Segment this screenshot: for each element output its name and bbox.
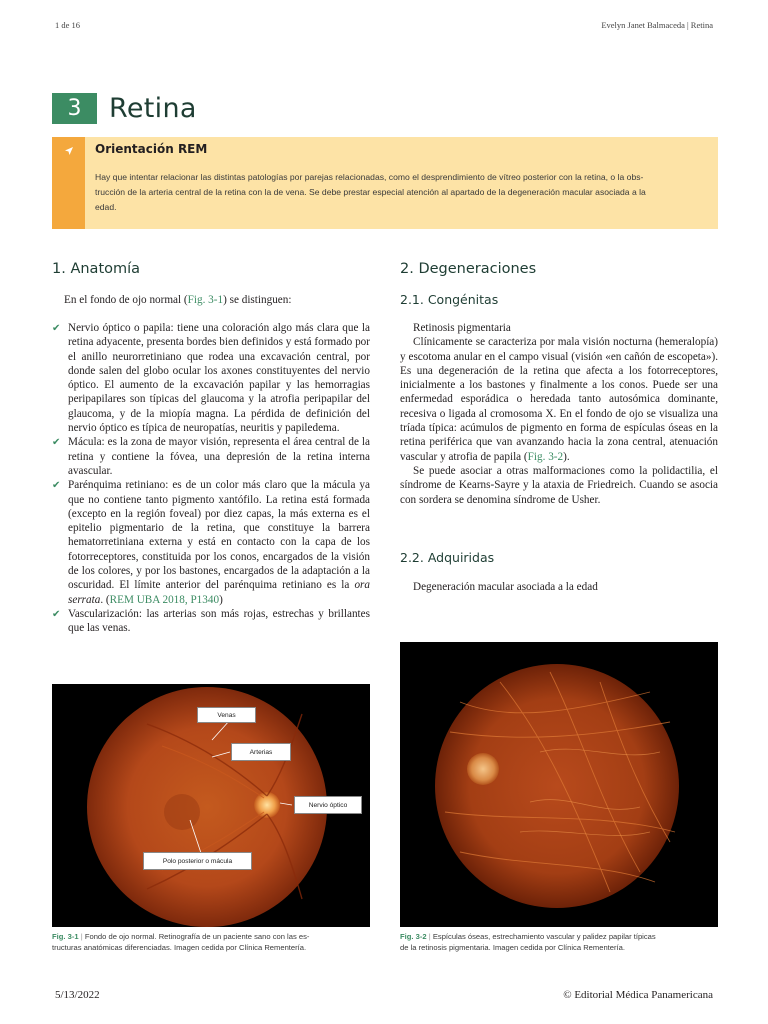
bullet-term: Parénquima retiniano [68,479,166,492]
bullet-text: . ( [100,593,110,606]
caption-text: de la retinosis pigmentaria. Imagen cedida por Clínica Rementería. [400,942,625,952]
fig-3-1-link[interactable]: Fig. 3-1 [187,294,224,306]
caption-text: tructuras anatómicas diferenciadas. Imagen cedida por Clínica Rementería. [52,942,307,952]
fundus-image-normal [52,684,370,927]
bullet-text: : tiene una coloración algo más clara que la retina adyacente, presenta bordes bien definidos y está formado por el anillo neurorretiniano que rodea una excavación central, por donde salen del globo ocular los axones constituyentes del nervio óptico. El aumento de la excavación papilar y las hemorragias peripapilares son típicas del glaucoma y la atrofia peripapilar del glaucoma, y de la miopía magna. La pérdida de definición del nervio óptico es típica de neuropatías, neuritis y papiledema. [68,322,370,435]
retinosis-paragraph-1 [400,335,718,464]
rem-text-line: edad. [95,202,117,212]
list-item [52,321,370,435]
caption-separator: | [80,932,83,941]
bullet-italic: ora serrata [68,579,370,606]
bullet-text: : es de un color más claro que la mácula ya que no contiene tanto pigmento xantófilo. La retina está formada (excepto en la región foveal) por diez capas, la más externa es el epitelio pigmentario de la retina, que constituye la barrera hematorretiniana externa y está en contacto con la capa de los fotorreceptores, constituida por los conos, encargados de la visión de los colores, y por los bastones, encargados de la adaptación a la oscuridad. El límite anterior del parénquima retiniano es la [68,479,370,592]
list-item [52,435,370,478]
chapter-number: 3 [52,93,97,124]
label-polo-posterior: Polo posterior o mácula [143,852,252,870]
rem-text [95,170,708,215]
checkmark-icon: ✔ [52,480,61,492]
subheading-congenitas: 2.1. Congénitas [400,292,499,307]
list-item [52,478,370,607]
fundus-image-retinosis [400,642,718,927]
fig-3-1-caption [52,932,370,953]
fig-3-2-caption [400,932,718,953]
caption-label: Fig. 3-1 [52,932,79,941]
section-heading-anatomia: 1. Anatomía [52,261,141,277]
running-header: Evelyn Janet Balmaceda | Retina [601,20,713,30]
chapter-heading [52,92,197,124]
caption-text: Fondo de ojo normal. Retinografía de un paciente sano con las es- [84,932,310,941]
checkmark-icon: ✔ [52,323,61,334]
bullet-term: Nervio óptico o papila [68,322,171,334]
list-item [52,607,370,636]
paragraph-text: ). [563,450,570,463]
rem-title: Orientación REM [95,142,208,156]
paragraph-text: Clínicamente se caracteriza por mala visión nocturna (hemeralopía) y escotoma anular en el campo visual (visión «en cañón de escopeta»). Es una degeneración de la retina que afecta a los fotorreceptores, inicialmente a los bastones y finalmente a los conos. Puede ser una enfermedad esporádica o heredada tanto autosómica dominante, recesiva o ligada al cromosoma X. En el fondo de ojo se visualiza una tríada típica: acúmulos de pigmento en forma de espículas óseas en la retina periférica que van avanzando hacia la zona central, atenuación vascular y atrofia de papila ( [400,336,718,463]
fundus-photo-retinosis [400,642,718,927]
anatomia-intro [64,293,370,307]
caption-separator: | [428,932,431,941]
reference-link[interactable]: REM UBA 2018, P1340 [109,593,220,606]
caption-text: Espículas óseas, estrechamiento vascular y palidez papilar típicas [432,932,656,941]
subheading-adquiridas: 2.2. Adquiridas [400,550,495,565]
dmae-title: Degeneración macular asociada a la edad [413,581,598,593]
fig-3-2-link[interactable]: Fig. 3-2 [527,450,564,463]
checkmark-icon: ✔ [52,608,61,620]
rem-text-line: Hay que intentar relacionar las distintas patologías por parejas relacionadas, como el desprendimiento de vítreo posterior con la retina, o la obs- [95,172,644,182]
retinosis-section [400,321,718,507]
footer-date: 5/13/2022 [55,989,100,1001]
bullet-text: : es la zona de mayor visión, representa el área central de la retina y contiene la fóvea, una depresión de la retina interna avascular. [68,436,370,477]
retinosis-paragraph-2: Se puede asociar a otras malformaciones como la polidactilia, el síndrome de Kearns-Sayre y la ataxia de Friedreich. Cuando se asocia con sordera se denomina síndrome de Usher. [400,464,718,506]
rem-orientation-box [52,137,718,229]
pushpin-icon [52,137,85,165]
footer-publisher: © Editorial Médica Panamericana [563,989,713,1001]
caption-line [400,932,718,943]
page-counter: 1 de 16 [55,20,81,30]
rem-text-line: trucción de la arteria central de la retina con la de vena. Se debe prestar especial atención al apartado de la degeneración macular asociada a la [95,187,646,197]
caption-line [52,932,370,943]
intro-text: En el fondo de ojo normal ( [64,294,188,306]
bullet-text: : las arterias son más rojas, estrechas y brillantes que las venas. [68,607,370,635]
intro-text: ) se distinguen: [223,294,292,306]
label-venas: Venas [197,707,256,723]
bullet-term: Mácula [68,436,102,449]
caption-label: Fig. 3-2 [400,932,427,941]
section-heading-degeneraciones: 2. Degeneraciones [400,261,537,277]
chapter-title: Retina [109,92,197,124]
bullet-text: ) [219,593,223,606]
label-arterias: Arterias [231,743,291,761]
label-nervio-optico: Nervio óptico [294,796,362,814]
anatomia-list [52,321,370,636]
retinosis-title: Retinosis pigmentaria [413,322,511,334]
bullet-term: Vascularización [68,607,139,620]
checkmark-icon: ✔ [52,437,61,449]
